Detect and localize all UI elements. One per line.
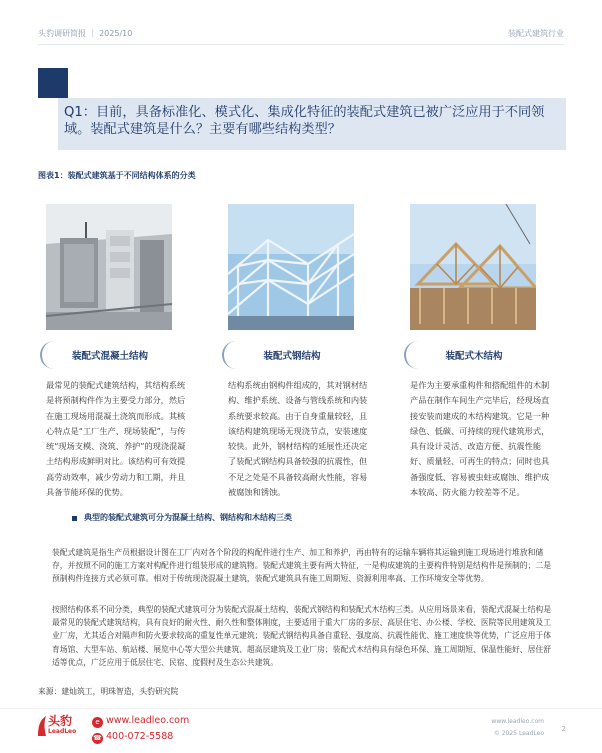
concrete-label-text: 装配式混凝土结构 [71, 351, 148, 362]
steel-description: 结构系统由钢构件组成的，其对钢材结构、维护系统、设备与管线系统和内装系统要求较高。由于自身重量较轻，且该结构建筑现场无现浇节点，安装速度较快。此外，钢材结构的延展性还决定了装配式钢结构具备较强的抗震性，但不足之处是不具备较高耐火性能，容易被腐蚀和锈蚀。 [228, 380, 368, 498]
concrete-label [44, 344, 176, 366]
phone-text: 400-072-5588 [106, 731, 174, 742]
steel-label-text: 装配式钢结构 [263, 351, 321, 362]
header-divider [38, 44, 564, 45]
phone-icon: ☎ [93, 734, 102, 742]
question-text: Q1：目前，具备标准化、模式化、集成化特征的装配式建筑已被广泛应用于不同领域。装配式建筑是什么？主要有哪些结构类型？ [64, 105, 545, 137]
steel-label [226, 344, 358, 366]
timber-structure-photo [410, 204, 536, 330]
bullet-title: 典型的装配式建筑可分为混凝土结构、钢结构和木结构三类 [84, 513, 292, 522]
phone-number [92, 731, 173, 744]
globe-icon: e [92, 717, 103, 728]
brand-subtitle: LeadLeo [48, 728, 77, 735]
concrete-structure-photo [46, 204, 172, 330]
source-note: 来源：建灿筑工，明珠智造，头豹研究院 [38, 687, 179, 696]
paragraph-definition: 装配式建筑是指生产员根据设计图在工厂内对各个阶段的构配件进行生产、加工和养护，再由特有的运输车辆将其运输到施工现场进行堆放和储存，并按照不同的施工方案对构配件进行组装形成的建筑物。装配式建筑主要有两大特征，一是构成建筑的主要构件特别是结构件是预制的；二是预制构件连接方式必须可靠。相对于传统现浇混凝土建筑，装配式建筑具有施工周期短、资源利用率高、工作环境安全等优势。 [52, 548, 551, 584]
footer-website: www.leadleo.com [491, 718, 544, 725]
timber-label [408, 344, 540, 366]
timber-label-text: 装配式木结构 [445, 351, 503, 362]
footer-divider [0, 708, 602, 709]
concrete-description: 最常见的装配式建筑结构，其结构系统是将预制构件作为主要受力部分，然后在施工现场用混凝土浇筑而形成。其核心特点是“工厂生产、现场装配”，与传统“现场支模、浇筑、养护”的现浇混凝土结构形成鲜明对比。该结构可有效提高劳动效率，减少劳动力和工期，并且具备节能环保的优势。 [46, 380, 186, 498]
bullet-marker [72, 516, 77, 521]
footer-copyright: © 2025 LeadLeo [493, 730, 544, 737]
page-number: 2 [561, 725, 566, 733]
brand-name: 头豹 [48, 714, 73, 728]
paragraph-classification: 按照结构体系不同分类，典型的装配式建筑可分为装配式混凝土结构、装配式钢结构和装配式木结构三类。从应用场景来看，装配式混凝土结构是最常见的装配式建筑结构，具有良好的耐火性、耐久性和整体刚度，主要适用于重大厂房的多层、高层住宅、办公楼、学校、医院等民用建筑及工业厂房，尤其适合对隔声和防火要求较高的重复性单元建筑；装配式钢结构具备自重轻、强度高、抗震性能优、施工速度快等优势，广泛应用于体育场馆、大型车站、航站楼、展览中心等大型公共建筑、超高层建筑及工业厂房；装配式木结构具有绿色环保、施工周期短、保温性能好、居住舒适等优点，广泛应用于低层住宅、民宿、度假村及生态公共建筑。 [52, 605, 551, 667]
question-accent-square [38, 68, 68, 98]
report-header-industry: 装配式建筑行业 [508, 29, 564, 38]
website-text: www.leadleo.com [106, 715, 190, 726]
steel-structure-photo [228, 204, 354, 330]
timber-description: 是作为主要承重构件和搭配组件的木制产品在制作车间生产完毕后，经现场直接安装而建成的木结构建筑。它是一种绿色、低碳、可持续的现代建筑形式，具有设计灵活、改造方便、抗震性能好、质量轻、可再生的特点；同时也具备强度低、容易被虫蛀或腐蚀、维护成本较高、防火能力较差等不足。 [410, 380, 550, 498]
figure-title: 图表1：装配式建筑基于不同结构体系的分类 [38, 171, 196, 180]
website-link[interactable] [92, 715, 189, 728]
report-header-title: 头豹调研简报 ｜ 2025/10 [38, 29, 133, 38]
